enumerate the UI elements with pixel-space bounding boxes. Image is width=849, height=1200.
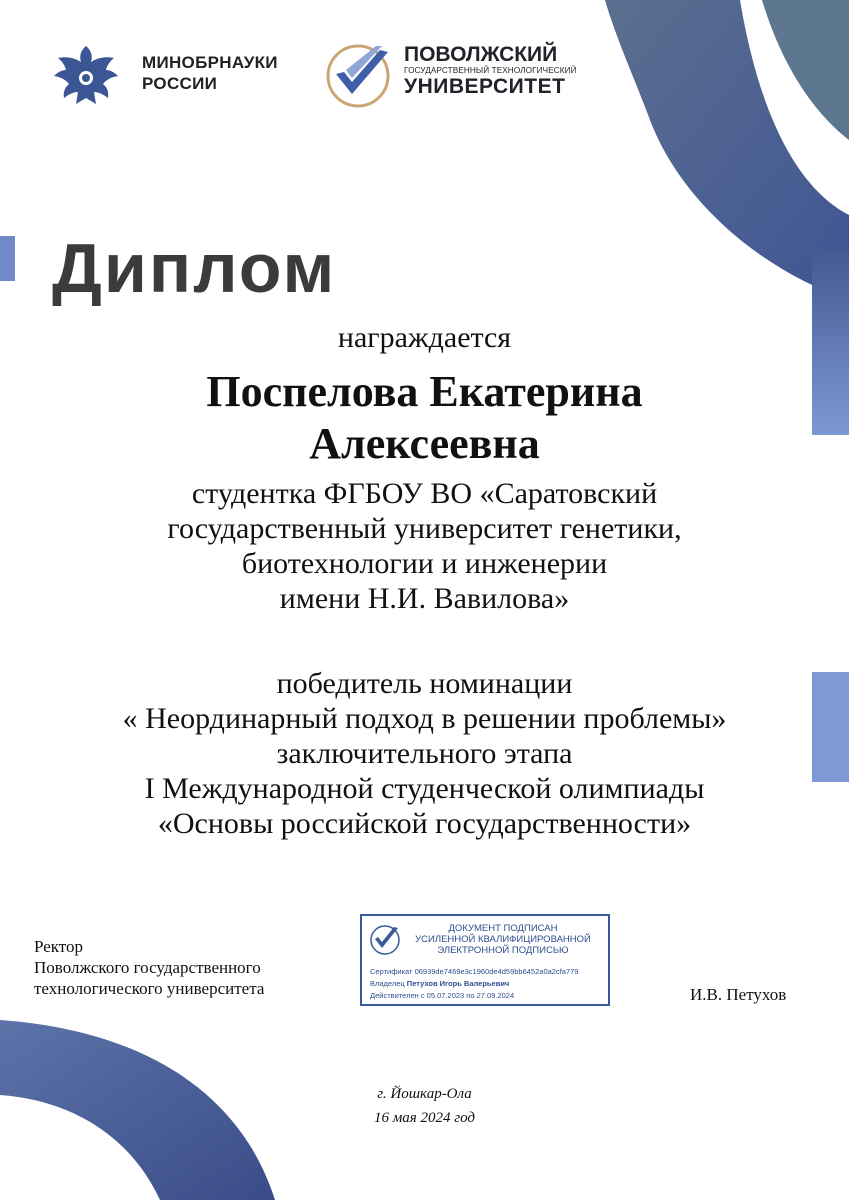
student-affiliation <box>0 476 849 616</box>
nomination-line: заключительного этапа <box>276 737 573 770</box>
stamp-owner <box>370 978 578 990</box>
city: г. Йошкар-Ола <box>377 1086 472 1102</box>
place-and-date <box>0 1082 849 1130</box>
certificate-value: 06939de7469e3c1960de4d59bb6452a0a2cfa779 <box>414 967 579 976</box>
stamp-validity: Действителен с 05.07.2023 по 27.09.2024 <box>370 991 515 1000</box>
stamp-heading-line: ДОКУМЕНТ ПОДПИСАН <box>448 923 558 934</box>
affiliation-line: биотехнологии и инженерии <box>241 547 608 580</box>
nomination-line: « Неординарный подход в решении проблемы» <box>122 702 727 735</box>
decor-bar-left <box>0 236 15 281</box>
stamp-heading-line: УСИЛЕННОЙ КВАЛИФИЦИРОВАННОЙ <box>415 934 591 945</box>
rector-line: Поволжского государственного <box>34 958 261 977</box>
eagle-emblem-icon <box>50 40 122 110</box>
ministry-name-line2: РОССИИ <box>142 74 218 93</box>
recipient-name <box>0 366 849 470</box>
nomination-line: победитель номинации <box>276 667 573 700</box>
decor-arc-top-right <box>605 0 849 300</box>
university-name-line3: УНИВЕРСИТЕТ <box>404 75 566 98</box>
stamp-heading-line: ЭЛЕКТРОННОЙ ПОДПИСЬЮ <box>437 945 569 956</box>
signature-stamp-logo-icon <box>368 922 402 958</box>
university-name-line2: ГОСУДАРСТВЕННЫЙ ТЕХНОЛОГИЧЕСКИЙ <box>404 66 577 75</box>
ministry-name-line1: МИНОБРНАУКИ <box>142 53 278 72</box>
owner-value: Петухов Игорь Валерьевич <box>406 979 510 988</box>
diploma-title: Диплом <box>52 229 337 307</box>
awarded-text: награждается <box>337 321 512 354</box>
recipient-name-line1: Поспелова Екатерина <box>206 367 643 416</box>
nomination-line: «Основы российской государственности» <box>157 807 692 840</box>
rector-line: Ректор <box>34 937 84 956</box>
university-checkmark-logo-icon <box>322 40 394 110</box>
winner-nomination <box>0 666 849 841</box>
university-name <box>404 44 577 98</box>
university-name-line1: ПОВОЛЖСКИЙ <box>404 43 558 66</box>
rector-title <box>34 936 264 999</box>
affiliation-line: студентка ФГБОУ ВО «Саратовский <box>191 477 658 510</box>
rector-line: технологического университета <box>34 979 265 998</box>
university-logo <box>322 40 592 110</box>
stamp-details <box>370 966 578 1002</box>
date: 16 мая 2024 год <box>373 1110 476 1126</box>
stamp-heading <box>402 923 604 956</box>
electronic-signature-stamp <box>360 914 610 1006</box>
affiliation-line: имени Н.И. Вавилова» <box>279 582 570 615</box>
nomination-line: I Международной студенческой олимпиады <box>144 772 705 805</box>
owner-label: Владелец <box>370 979 405 988</box>
ministry-logo <box>50 40 300 110</box>
ministry-name <box>142 52 278 94</box>
stamp-certificate <box>370 966 578 978</box>
recipient-name-line2: Алексеевна <box>309 419 540 468</box>
decor-arc-top-right-outer <box>762 0 849 140</box>
certificate-label: Сертификат <box>370 967 413 976</box>
affiliation-line: государственный университет генетики, <box>167 512 682 545</box>
signer-name: И.В. Петухов <box>690 985 787 1004</box>
